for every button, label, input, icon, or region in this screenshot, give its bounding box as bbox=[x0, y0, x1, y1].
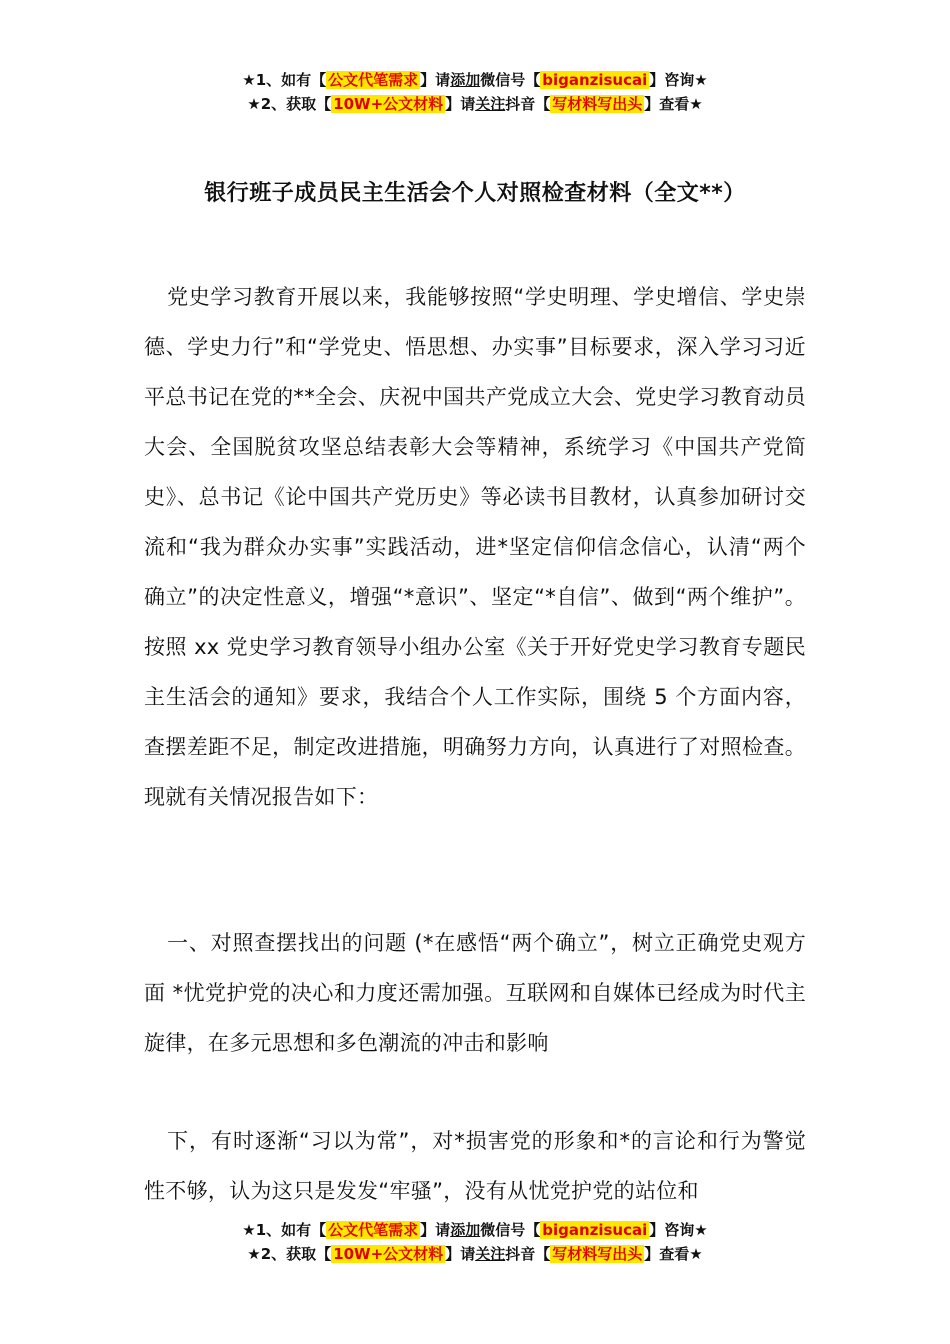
banner-highlight: 写材料写出头 bbox=[552, 1245, 643, 1263]
banner-text: 】咨询★ bbox=[649, 1221, 708, 1239]
footer-banner bbox=[0, 1218, 950, 1266]
banner-text: 】请 bbox=[420, 1221, 451, 1239]
body-paragraph bbox=[144, 272, 806, 822]
body-paragraph bbox=[144, 1116, 806, 1216]
banner-text: 】请 bbox=[445, 95, 476, 113]
banner-highlight: biganzisucai bbox=[542, 1221, 648, 1239]
banner-text: ★2、获取【 bbox=[247, 95, 332, 113]
banner-highlight: 公文代笔需求 bbox=[328, 1221, 419, 1239]
banner-line-1 bbox=[0, 68, 950, 92]
banner-highlight: 写材料写出头 bbox=[552, 95, 643, 113]
paragraph-text: 党史学习教育开展以来，我能够按照“学史明理、学史增信、学史崇德、学史力行”和“学党史、悟思想、办实事”目标要求，深入学习习近平总书记在党的**全会、庆祝中国共产党成立大会、党史学习教育动员大会、全国脱贫攻坚总结表彰大会等精神，系统学习《中国共产党简史》、总书记《论中国共产党历史》等必读书目教材，认真参加研讨交流和“我为群众办实事”实践活动，进*坚定信仰信念信心，认清“两个确立”的决定性意义，增强“*意识”、坚定“*自信”、做到“两个维护”。按照 xx 党史学习教育领导小组办公室《关于开好党史学习教育专题民主生活会的通知》要求，我结合个人工作实际，围绕 5 个方面内容，查摆差距不足，制定改进措施，明确努力方向，认真进行了对照检查。现就有关情况报告如下： bbox=[144, 285, 806, 809]
header-banner bbox=[0, 68, 950, 116]
banner-emphasis: 关注 bbox=[475, 1245, 506, 1263]
body-paragraph bbox=[144, 918, 806, 1068]
banner-text: 】查看★ bbox=[644, 1245, 703, 1263]
banner-text: 抖音【 bbox=[505, 95, 551, 113]
banner-emphasis: 关注 bbox=[475, 95, 506, 113]
banner-text: 】请 bbox=[420, 71, 451, 89]
banner-emphasis: 添加 bbox=[450, 71, 481, 89]
banner-text: 】请 bbox=[445, 1245, 476, 1263]
banner-highlight: biganzisucai bbox=[542, 71, 648, 89]
paragraph-text: 下，有时逐渐“习以为常”，对*损害党的形象和*的言论和行为警觉性不够，认为这只是发发“牢骚”，没有从忧党护党的站位和 bbox=[144, 1129, 806, 1203]
paragraph-text: 一、对照查摆找出的问题 (*在感悟“两个确立”，树立正确党史观方面 *忧党护党的决心和力度还需加强。互联网和自媒体已经成为时代主旋律，在多元思想和多色潮流的冲击和影响 bbox=[144, 931, 806, 1055]
banner-text: ★2、获取【 bbox=[247, 1245, 332, 1263]
banner-line-2 bbox=[0, 92, 950, 116]
banner-text: 微信号【 bbox=[480, 71, 541, 89]
banner-line-2 bbox=[0, 1242, 950, 1266]
document-title: 银行班子成员民主生活会个人对照检查材料（全文**） bbox=[204, 181, 746, 206]
banner-text: ★1、如有【 bbox=[242, 1221, 327, 1239]
banner-text: 】查看★ bbox=[644, 95, 703, 113]
banner-text: ★1、如有【 bbox=[242, 71, 327, 89]
banner-highlight: 10W+公文材料 bbox=[333, 1245, 444, 1263]
banner-text: 抖音【 bbox=[505, 1245, 551, 1263]
banner-text: 微信号【 bbox=[480, 1221, 541, 1239]
banner-emphasis: 添加 bbox=[450, 1221, 481, 1239]
banner-highlight: 10W+公文材料 bbox=[333, 95, 444, 113]
banner-text: 】咨询★ bbox=[649, 71, 708, 89]
banner-line-1 bbox=[0, 1218, 950, 1242]
banner-highlight: 公文代笔需求 bbox=[328, 71, 419, 89]
